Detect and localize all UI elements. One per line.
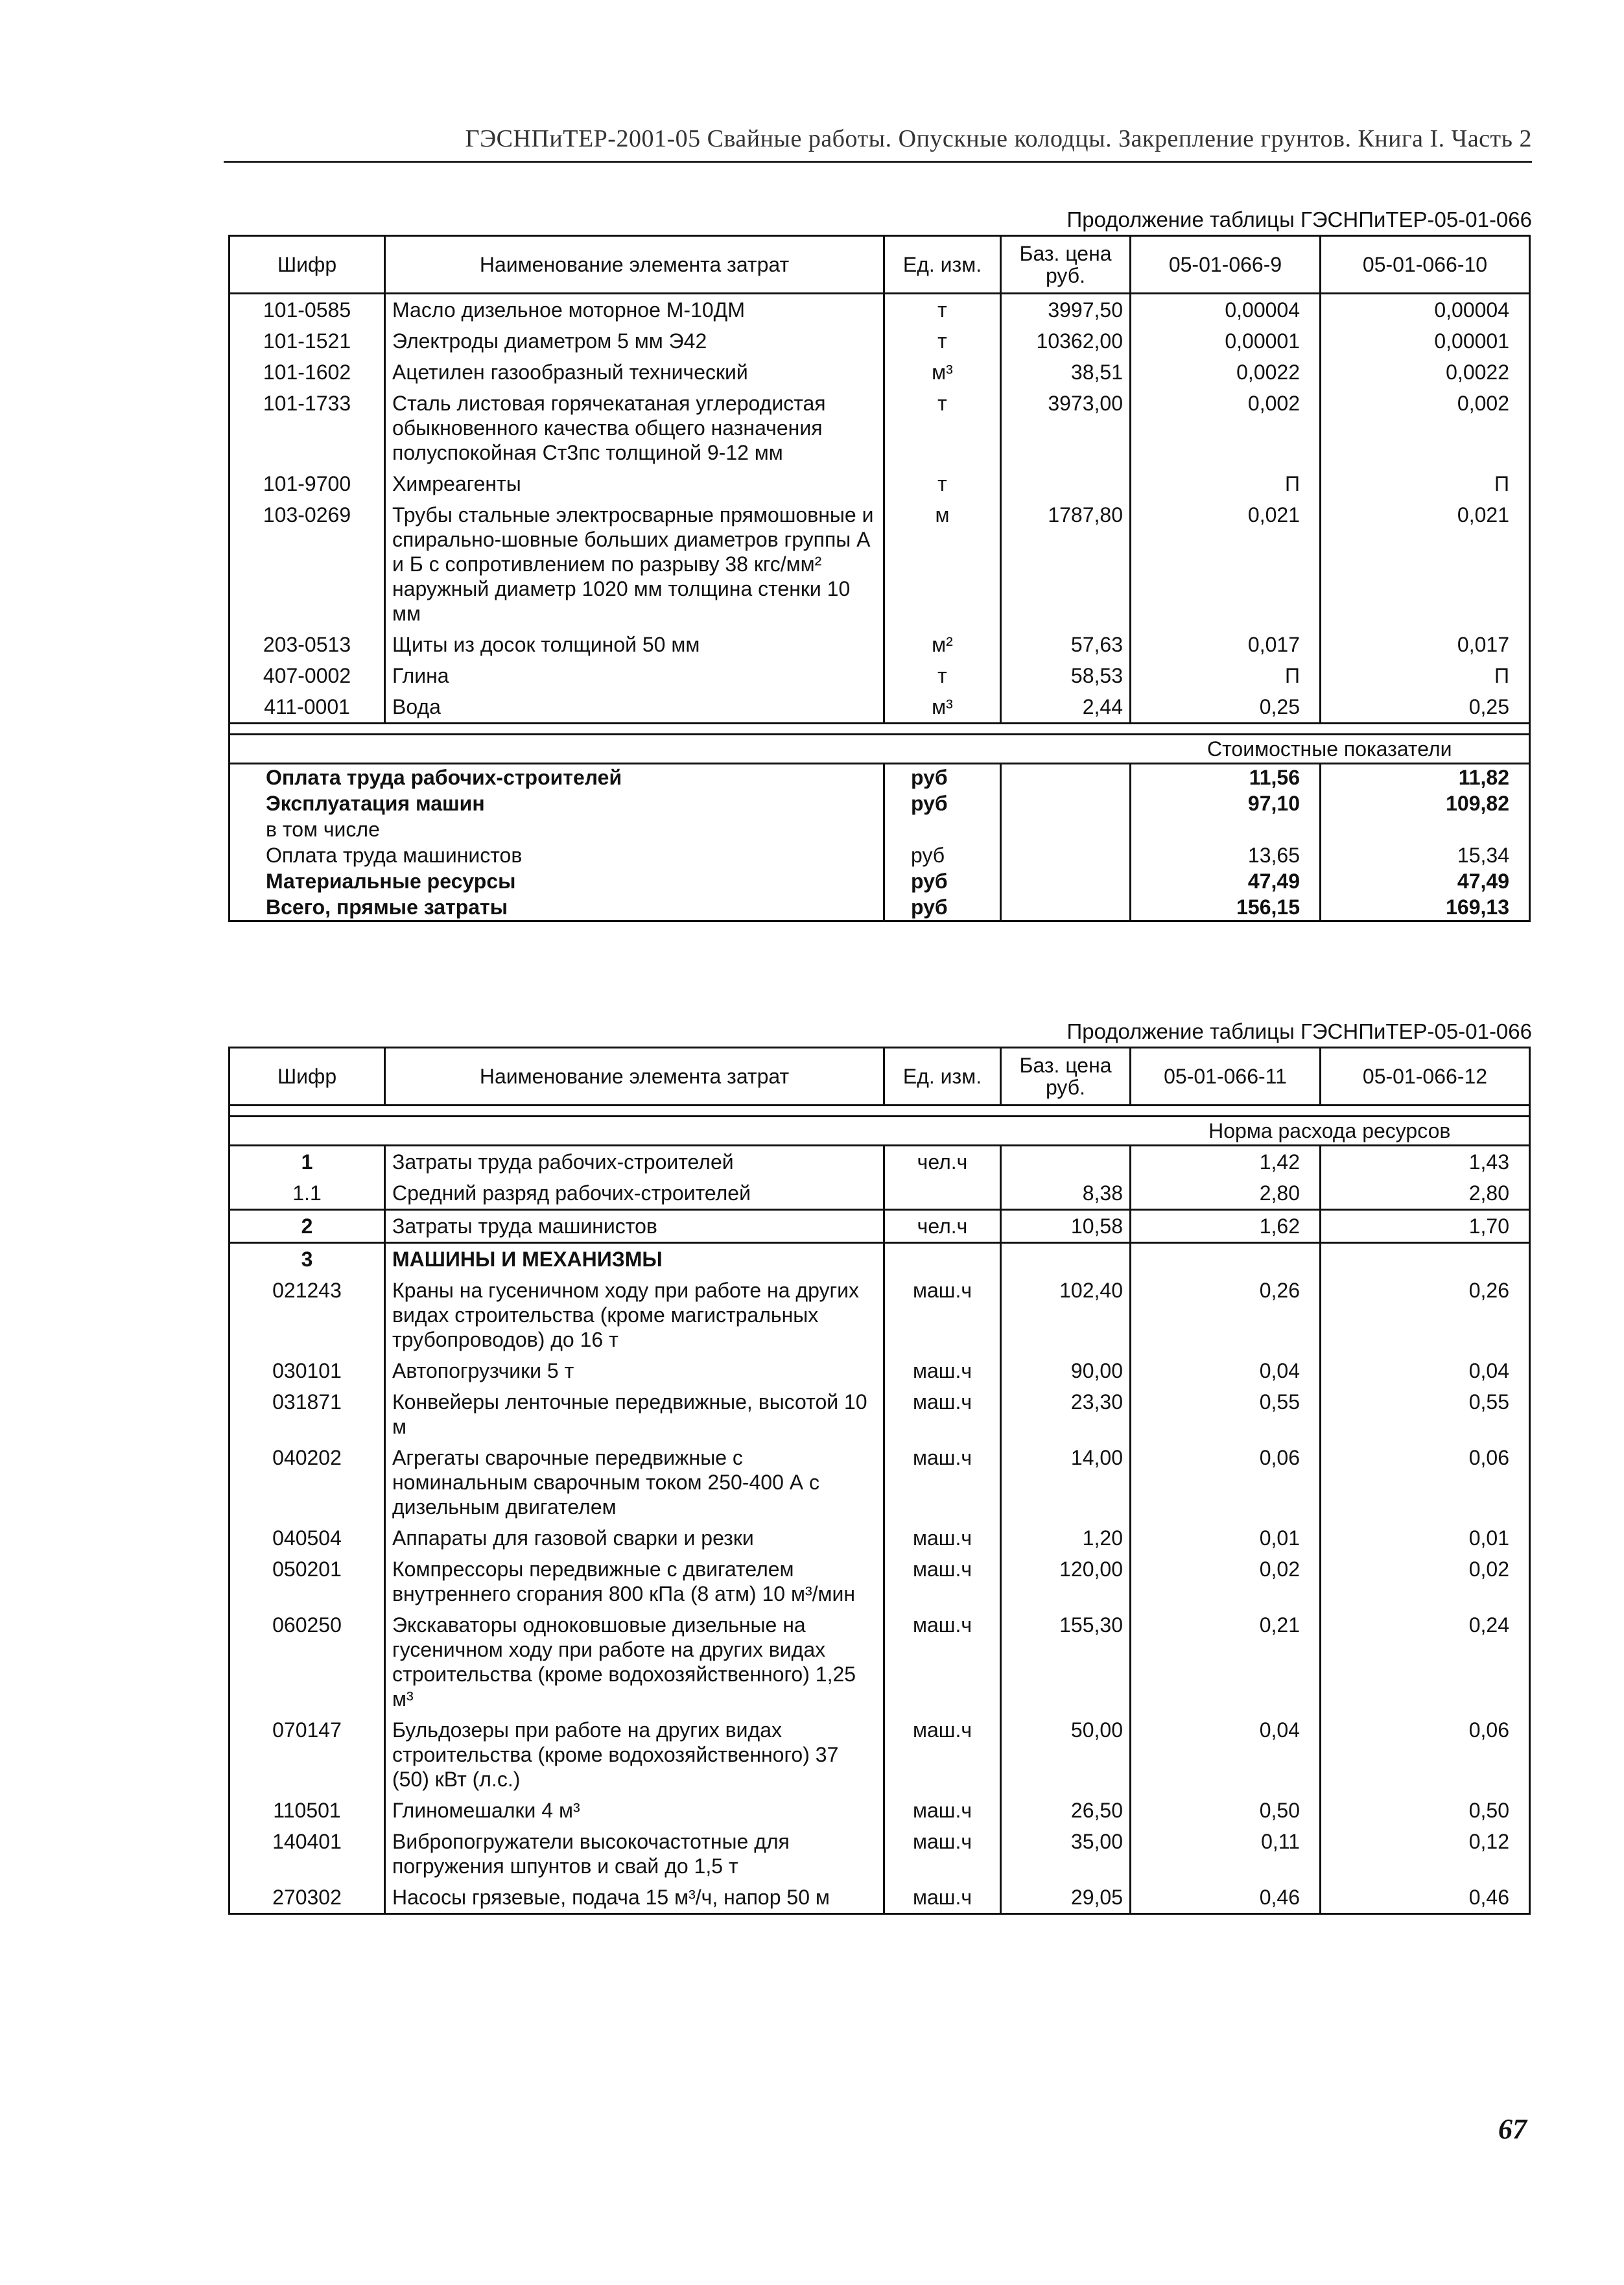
table-row — [229, 1882, 1530, 1914]
cell-v2: 0,00004 — [1321, 294, 1530, 326]
table1 — [228, 235, 1531, 922]
cell-code: 040504 — [229, 1522, 385, 1554]
cell-name: Насосы грязевые, подача 15 м³/ч, напор 50 м — [385, 1882, 884, 1914]
cell-v1: 0,04 — [1131, 1714, 1321, 1795]
cell-unit: т — [884, 660, 1001, 691]
cost-band — [229, 735, 1530, 764]
cell-price: 26,50 — [1001, 1795, 1131, 1826]
cell-name: Средний разряд рабочих-строителей — [385, 1178, 884, 1210]
summary-v2: 109,82 — [1321, 790, 1530, 816]
summary-v1: 156,15 — [1131, 894, 1321, 921]
column-header-v1: 05-01-066-11 — [1131, 1048, 1321, 1106]
cell-name: Масло дизельное моторное М-10ДМ — [385, 294, 884, 326]
table-row — [229, 660, 1530, 691]
cell-unit: маш.ч — [884, 1795, 1001, 1826]
cell-v1: 2,80 — [1131, 1178, 1321, 1210]
table-row — [229, 1243, 1530, 1275]
table-row — [229, 1826, 1530, 1882]
summary-row — [229, 894, 1530, 921]
cell-code: 110501 — [229, 1795, 385, 1826]
cell-name: Щиты из досок толщиной 50 мм — [385, 629, 884, 660]
cell-unit: т — [884, 294, 1001, 326]
summary-row — [229, 868, 1530, 894]
table-row — [229, 388, 1530, 468]
summary-v2: 47,49 — [1321, 868, 1530, 894]
cell-name: Ацетилен газообразный технический — [385, 357, 884, 388]
cell-name: Вибропогружатели высокочастотные для погружения шпунтов и свай до 1,5 т — [385, 1826, 884, 1882]
table-header-row — [229, 1048, 1530, 1106]
table-row — [229, 1210, 1530, 1243]
cell-code: 050201 — [229, 1554, 385, 1609]
norm-band-label: Норма расхода ресурсов — [1131, 1117, 1530, 1146]
cell-v2: 0,04 — [1321, 1355, 1530, 1386]
cell-name: Сталь листовая горячекатаная углеродистая обыкновенного качества общего назначения полуспокойная Ст3пс толщиной 9-12 мм — [385, 388, 884, 468]
cell-unit: маш.ч — [884, 1355, 1001, 1386]
table-row — [229, 1795, 1530, 1826]
cell-code: 103-0269 — [229, 499, 385, 629]
summary-unit: руб — [884, 894, 1001, 921]
running-header: ГЭСНПиТЕР-2001-05 Свайные работы. Опускные колодцы. Закрепление грунтов. Книга I. Часть 2 — [465, 125, 1532, 152]
cell-price: 29,05 — [1001, 1882, 1131, 1914]
page-number: 67 — [1498, 2113, 1527, 2145]
cell-unit: м² — [884, 629, 1001, 660]
column-header-name: Наименование элемента затрат — [385, 236, 884, 294]
cell-v1 — [1131, 1243, 1321, 1275]
cell-unit — [884, 1243, 1001, 1275]
cell-v1: 0,04 — [1131, 1355, 1321, 1386]
cell-v1: 1,62 — [1131, 1210, 1321, 1243]
table-row — [229, 1275, 1530, 1355]
cell-name: Трубы стальные электросварные прямошовные и спирально-шовные больших диаметров группы А и Б с сопротивлением по разрыву 38 кгс/мм² наружный диаметр 1020 мм толщина стенки 10 мм — [385, 499, 884, 629]
cell-v1: 0,002 — [1131, 388, 1321, 468]
table-row — [229, 1714, 1530, 1795]
cell-unit: маш.ч — [884, 1275, 1001, 1355]
summary-label: Материальные ресурсы — [229, 868, 884, 894]
cell-code: 1 — [229, 1146, 385, 1178]
cell-v2: 0,26 — [1321, 1275, 1530, 1355]
summary-row — [229, 816, 1530, 842]
cell-price: 38,51 — [1001, 357, 1131, 388]
cell-unit: маш.ч — [884, 1826, 1001, 1882]
cell-v1: 1,42 — [1131, 1146, 1321, 1178]
cell-unit: маш.ч — [884, 1882, 1001, 1914]
cell-v2: 0,02 — [1321, 1554, 1530, 1609]
header-rule — [224, 161, 1532, 163]
cell-code: 030101 — [229, 1355, 385, 1386]
summary-row — [229, 790, 1530, 816]
cell-unit: маш.ч — [884, 1554, 1001, 1609]
cell-name: Экскаваторы одноковшовые дизельные на гусеничном ходу при работе на других видах строительства (кроме водохозяйственного) 1,25 м³ — [385, 1609, 884, 1714]
cell-price: 102,40 — [1001, 1275, 1131, 1355]
cell-unit: маш.ч — [884, 1714, 1001, 1795]
cell-v2: 0,01 — [1321, 1522, 1530, 1554]
cell-v2: 0,25 — [1321, 691, 1530, 724]
column-header-v2: 05-01-066-12 — [1321, 1048, 1530, 1106]
cell-price — [1001, 1146, 1131, 1178]
summary-v1 — [1131, 816, 1321, 842]
cell-code: 021243 — [229, 1275, 385, 1355]
table-row — [229, 1522, 1530, 1554]
summary-v1: 47,49 — [1131, 868, 1321, 894]
cell-price: 23,30 — [1001, 1386, 1131, 1442]
cell-v1: П — [1131, 468, 1321, 499]
cell-price: 10362,00 — [1001, 326, 1131, 357]
cell-name: Вода — [385, 691, 884, 724]
summary-unit: руб — [884, 868, 1001, 894]
cell-v2: 1,70 — [1321, 1210, 1530, 1243]
cell-v1: 0,21 — [1131, 1609, 1321, 1714]
table-row — [229, 629, 1530, 660]
cell-v1: 0,021 — [1131, 499, 1321, 629]
cell-v2: 0,017 — [1321, 629, 1530, 660]
cell-code: 1.1 — [229, 1178, 385, 1210]
summary-label: в том числе — [229, 816, 884, 842]
cell-price: 58,53 — [1001, 660, 1131, 691]
norm-band — [229, 1117, 1530, 1146]
cell-unit: м³ — [884, 357, 1001, 388]
cell-name: Затраты труда рабочих-строителей — [385, 1146, 884, 1178]
cell-price: 3973,00 — [1001, 388, 1131, 468]
summary-v2: 11,82 — [1321, 764, 1530, 791]
cell-price: 120,00 — [1001, 1554, 1131, 1609]
cell-price: 90,00 — [1001, 1355, 1131, 1386]
summary-label: Всего, прямые затраты — [229, 894, 884, 921]
cell-unit: чел.ч — [884, 1146, 1001, 1178]
cell-name: Автопогрузчики 5 т — [385, 1355, 884, 1386]
table-row — [229, 1146, 1530, 1178]
column-header-price: Баз. цена руб. — [1001, 236, 1131, 294]
cell-code: 040202 — [229, 1442, 385, 1522]
cell-v2: 0,46 — [1321, 1882, 1530, 1914]
cell-code: 407-0002 — [229, 660, 385, 691]
table-header-row — [229, 236, 1530, 294]
cell-code: 031871 — [229, 1386, 385, 1442]
cell-unit: чел.ч — [884, 1210, 1001, 1243]
cell-name: Затраты труда машинистов — [385, 1210, 884, 1243]
cell-v2: 0,06 — [1321, 1442, 1530, 1522]
cell-v2: 1,43 — [1321, 1146, 1530, 1178]
cell-v2: П — [1321, 468, 1530, 499]
cell-v1: 0,0022 — [1131, 357, 1321, 388]
cell-code: 2 — [229, 1210, 385, 1243]
cell-v1: 0,06 — [1131, 1442, 1321, 1522]
cell-v2: 0,021 — [1321, 499, 1530, 629]
cell-unit — [884, 1178, 1001, 1210]
table-row — [229, 691, 1530, 724]
cell-unit: м³ — [884, 691, 1001, 724]
cell-v2: 0,00001 — [1321, 326, 1530, 357]
summary-price — [1001, 790, 1131, 816]
summary-label: Эксплуатация машин — [229, 790, 884, 816]
column-header-code: Шифр — [229, 236, 385, 294]
column-header-unit: Ед. изм. — [884, 236, 1001, 294]
column-header-code: Шифр — [229, 1048, 385, 1106]
cell-name: Аппараты для газовой сварки и резки — [385, 1522, 884, 1554]
cell-price: 1,20 — [1001, 1522, 1131, 1554]
cell-name: Конвейеры ленточные передвижные, высотой 10 м — [385, 1386, 884, 1442]
cell-v1: П — [1131, 660, 1321, 691]
cell-name: Химреагенты — [385, 468, 884, 499]
cell-code: 060250 — [229, 1609, 385, 1714]
cell-price: 35,00 — [1001, 1826, 1131, 1882]
cell-v1: 0,50 — [1131, 1795, 1321, 1826]
summary-v1: 13,65 — [1131, 842, 1321, 868]
table-row — [229, 294, 1530, 326]
table-row — [229, 1386, 1530, 1442]
cell-price: 14,00 — [1001, 1442, 1131, 1522]
summary-price — [1001, 894, 1131, 921]
cell-name: Глиномешалки 4 м³ — [385, 1795, 884, 1826]
cell-v1: 0,55 — [1131, 1386, 1321, 1442]
cell-price: 50,00 — [1001, 1714, 1131, 1795]
cell-v2: 0,24 — [1321, 1609, 1530, 1714]
cell-name: Краны на гусеничном ходу при работе на других видах строительства (кроме магистральных трубопроводов) до 16 т — [385, 1275, 884, 1355]
summary-v2: 169,13 — [1321, 894, 1530, 921]
column-header-unit: Ед. изм. — [884, 1048, 1001, 1106]
cell-unit: маш.ч — [884, 1609, 1001, 1714]
cell-v2: 0,06 — [1321, 1714, 1530, 1795]
cell-v2: 0,0022 — [1321, 357, 1530, 388]
summary-unit: руб — [884, 790, 1001, 816]
cell-code: 3 — [229, 1243, 385, 1275]
cost-band-label: Стоимостные показатели — [1131, 735, 1530, 764]
column-header-price: Баз. цена руб. — [1001, 1048, 1131, 1106]
cell-unit: маш.ч — [884, 1386, 1001, 1442]
cell-v2: 0,002 — [1321, 388, 1530, 468]
summary-v1: 11,56 — [1131, 764, 1321, 791]
cell-name: Электроды диаметром 5 мм Э42 — [385, 326, 884, 357]
cell-price — [1001, 468, 1131, 499]
summary-label: Оплата труда машинистов — [229, 842, 884, 868]
cell-name: МАШИНЫ И МЕХАНИЗМЫ — [385, 1243, 884, 1275]
summary-price — [1001, 842, 1131, 868]
summary-row — [229, 842, 1530, 868]
cell-code: 070147 — [229, 1714, 385, 1795]
column-header-v2: 05-01-066-10 — [1321, 236, 1530, 294]
cell-code: 101-0585 — [229, 294, 385, 326]
cell-name: Глина — [385, 660, 884, 691]
summary-unit — [884, 816, 1001, 842]
table-row — [229, 1355, 1530, 1386]
cell-v1: 0,00004 — [1131, 294, 1321, 326]
cell-name: Компрессоры передвижные с двигателем внутреннего сгорания 800 кПа (8 атм) 10 м³/мин — [385, 1554, 884, 1609]
summary-price — [1001, 764, 1131, 791]
cell-price: 155,30 — [1001, 1609, 1131, 1714]
table1-caption: Продолжение таблицы ГЭСНПиТЕР-05-01-066 — [1066, 207, 1532, 231]
table-row — [229, 1442, 1530, 1522]
cell-code: 270302 — [229, 1882, 385, 1914]
cell-unit: т — [884, 388, 1001, 468]
cell-code: 101-1733 — [229, 388, 385, 468]
table2-caption: Продолжение таблицы ГЭСНПиТЕР-05-01-066 — [1066, 1019, 1532, 1043]
cell-code: 203-0513 — [229, 629, 385, 660]
cell-price: 57,63 — [1001, 629, 1131, 660]
table-row — [229, 1609, 1530, 1714]
cell-code: 411-0001 — [229, 691, 385, 724]
summary-unit: руб — [884, 764, 1001, 791]
cell-code: 101-9700 — [229, 468, 385, 499]
summary-label: Оплата труда рабочих-строителей — [229, 764, 884, 791]
column-header-name: Наименование элемента затрат — [385, 1048, 884, 1106]
cell-v1: 0,01 — [1131, 1522, 1321, 1554]
cell-v2: 0,55 — [1321, 1386, 1530, 1442]
cell-v1: 0,017 — [1131, 629, 1321, 660]
cell-price: 3997,50 — [1001, 294, 1131, 326]
table-row — [229, 357, 1530, 388]
cell-price: 10,58 — [1001, 1210, 1131, 1243]
table2 — [228, 1047, 1531, 1915]
cell-code: 101-1521 — [229, 326, 385, 357]
cell-price: 8,38 — [1001, 1178, 1131, 1210]
table-row — [229, 1554, 1530, 1609]
cell-v1: 0,25 — [1131, 691, 1321, 724]
cell-v2: 2,80 — [1321, 1178, 1530, 1210]
cell-unit: т — [884, 326, 1001, 357]
cell-v2: 0,12 — [1321, 1826, 1530, 1882]
table-row — [229, 1178, 1530, 1210]
cell-v1: 0,02 — [1131, 1554, 1321, 1609]
cell-unit: т — [884, 468, 1001, 499]
summary-price — [1001, 868, 1131, 894]
cell-price: 1787,80 — [1001, 499, 1131, 629]
cell-unit: маш.ч — [884, 1442, 1001, 1522]
column-header-v1: 05-01-066-9 — [1131, 236, 1321, 294]
cell-price — [1001, 1243, 1131, 1275]
cell-v1: 0,00001 — [1131, 326, 1321, 357]
cell-v1: 0,11 — [1131, 1826, 1321, 1882]
table-row — [229, 499, 1530, 629]
summary-v2: 15,34 — [1321, 842, 1530, 868]
summary-unit: руб — [884, 842, 1001, 868]
summary-price — [1001, 816, 1131, 842]
cell-v2 — [1321, 1243, 1530, 1275]
cell-code: 101-1602 — [229, 357, 385, 388]
cell-v1: 0,46 — [1131, 1882, 1321, 1914]
table-row — [229, 326, 1530, 357]
cell-price: 2,44 — [1001, 691, 1131, 724]
cell-v2: П — [1321, 660, 1530, 691]
cell-code: 140401 — [229, 1826, 385, 1882]
summary-v1: 97,10 — [1131, 790, 1321, 816]
cell-v2: 0,50 — [1321, 1795, 1530, 1826]
cell-unit: м — [884, 499, 1001, 629]
summary-row — [229, 764, 1530, 791]
cell-unit: маш.ч — [884, 1522, 1001, 1554]
table-row — [229, 468, 1530, 499]
cell-v1: 0,26 — [1131, 1275, 1321, 1355]
cell-name: Агрегаты сварочные передвижные с номинальным сварочным током 250-400 А с дизельным двигателем — [385, 1442, 884, 1522]
summary-v2 — [1321, 816, 1530, 842]
cell-name: Бульдозеры при работе на других видах строительства (кроме водохозяйственного) 37 (50) кВт (л.с.) — [385, 1714, 884, 1795]
